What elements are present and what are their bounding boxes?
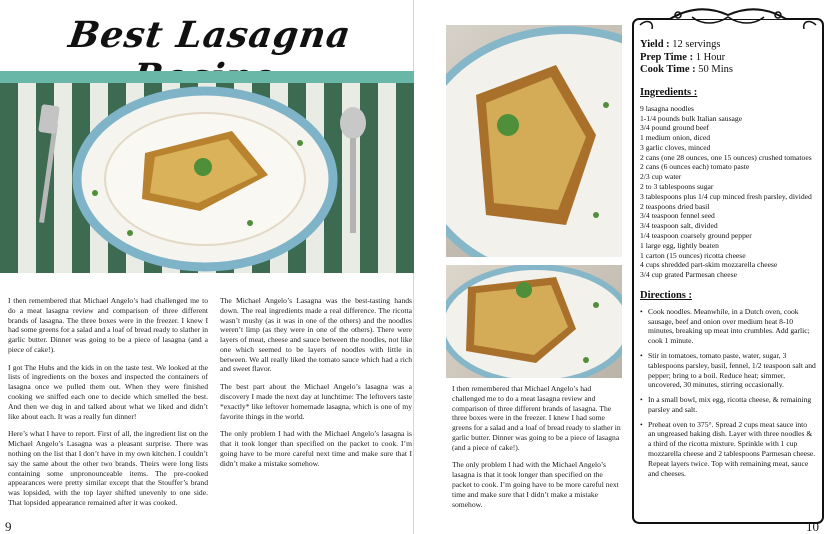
cook-time-value: 50 Mins [698,64,733,76]
ingredient-item: 3/4 cup grated Parmesan cheese [640,270,737,280]
ingredient-item: 3/4 teaspoon fennel seed [640,211,715,221]
article-paragraph: I got The Hubs and the kids in on the taste test. We looked at the lists of ingredients on the boxes and inspected the containers of lasagna once we pulled them out. When they were finished cooking we sniffed each one to decide which smelled the best. And then we dug in and talked about what we liked and didn’t like about each. It was a really fun dinner! [8,362,208,421]
recipe-card [630,5,826,527]
article-column-1 [8,296,208,516]
direction-step: • In a small bowl, mix egg, ricotta cheese, & remaining parsley and salt. [640,395,816,415]
ingredient-item: 2 to 3 tablespoons sugar [640,182,714,192]
article-paragraph: The only problem I had with the Michael Angelo’s lasagna is that it took longer than specified on the packet to cook. I’m going have to be more careful next time and make sure that I didn’t make a mistake somehow. [452,460,619,509]
ingredient-item: 1/4 teaspoon coarsely ground pepper [640,230,752,240]
ingredient-item: 3 tablespoons plus 1/4 cup minced fresh parsley, divided [640,191,812,201]
ingredient-item: 4 cups shredded part-skim mozzarella cheese [640,260,778,270]
page-number-left: 9 [5,519,12,534]
direction-step: • Cook noodles. Meanwhile, in a Dutch oven, cook sausage, beef and onion over medium heat 8-10 minutes, breaking up meat into crumbles. Add garlic; cook 1 minute. [640,307,816,346]
article-paragraph: I then remembered that Michael Angelo’s had challenged me to do a meat lasagna review and comparison of three different brands of lasagna. The three boxes were in the freezer. I knew I had some greens for a salad and a loaf of bread ready to slather in garlic butter. Dinner was going to be a piece of lasagna (and a piece of cake!). [452,384,621,452]
ingredient-item: 1 carton (15 ounces) ricotta cheese [640,250,746,260]
left-page [0,0,414,534]
ingredient-item: 1 large egg, lightly beaten [640,240,719,250]
ingredient-item: 9 lasagna noodles [640,103,694,113]
ingredient-item: 1-1/4 pounds bulk Italian sausage [640,113,743,123]
article-paragraph: I then remembered that Michael Angelo’s had challenged me to do a meat lasagna review and comparison of three different brands of lasagna. The three boxes were in the freezer. I knew I had some greens for a salad and a loaf of bread ready to slather in garlic butter. Dinner was going to be a piece of lasagna (and a piece of cake!). [8,296,208,354]
article-column-2 [220,296,412,477]
prep-time-value: 1 Hour [695,51,726,63]
ingredient-item: 2 cans (6 ounces each) tomato paste [640,162,750,172]
direction-step: • Stir in tomatoes, tomato paste, water, sugar, 3 tablespoons parsley, basil, fennel, 1/2 teaspoon salt and pepper; bring to a boil. Reduce heat; simmer, uncovered, 30 minutes, stirring occasionally. [640,351,816,390]
cook-time-label: Cook Time : [640,64,696,76]
ingredient-item: 1 medium onion, diced [640,133,711,143]
yield-value: 12 servings [672,39,721,50]
title-underline-bar [0,71,414,83]
lasagna-plate-photo [0,83,414,273]
prep-time-line [640,52,816,65]
article-paragraph: The best part about the Michael Angelo’s lasagna was a discovery I made the next day at lunchtime: The leftovers taste *exactly* like leftover homemade lasagna, which is one of my favorite things in the world. [220,382,412,421]
ingredient-item: 2 teaspoons dried basil [640,201,710,211]
directions-list [640,307,816,479]
article-paragraph: The Michael Angelo’s Lasagna was the best-tasting hands down. The real ingredients made a real difference. The ricotta wasn’t mushy (as it was in one of the others) and the noodles weren’t limp (as they were in one of the others). There were layers of meat, cheese and sauce between the noodles, not like one which seemed to be layers of noodles with little in between. We all really liked the tomato sauce which had a rich and sweet flavor. [220,296,412,374]
page-title: Best Lasagna [66,14,354,56]
yield-line [640,39,816,52]
cook-time-line [640,64,816,77]
recipe-content [640,39,816,483]
ingredient-item: 2 cans (one 28 ounces, one 15 ounces) crushed tomatoes [640,152,812,162]
ingredient-item: 3/4 pound ground beef [640,123,709,133]
ingredients-heading: Ingredients : [640,86,698,98]
article-paragraph: The only problem I had with the Michael Angelo’s lasagna is that it took longer than specified on the packet to cook. I’m going have to be more careful next time and make sure that I didn’t make a mistake somehow. [220,429,412,468]
lasagna-closeup-photo-top [446,25,622,257]
ingredients-list [640,104,816,280]
ingredient-item: 3/4 teaspoon salt, divided [640,221,718,231]
page-number-right: 10 [806,519,819,534]
lasagna-closeup-photo-bottom [446,265,622,378]
ingredient-item: 2/3 cup water [640,172,682,182]
direction-step: • Preheat oven to 375°. Spread 2 cups meat sauce into an ungreased baking dish. Layer with three noodles & a third of the ricotta mixture. Sprinkle with 1 cup mozzarella cheese and 2 tablespoons Parmesan cheese. Repeat layers twice. Top with remaining meat, sauce and cheeses. [640,420,816,479]
ingredient-item: 3 garlic cloves, minced [640,142,711,152]
article-column-3 [452,384,622,517]
yield-label: Yield : [640,39,670,50]
directions-heading: Directions : [640,289,693,301]
article-paragraph: Here’s what I have to report. First of all, the ingredient list on the Michael Angelo’s Lasagna was a pleasant surprise. There was nothing on the list that I don’t have in my own kitchen. I couldn’t say the same about the other two brands. Theirs were long lists containing some unpronounceable items. The pre-cooked appearances were pretty similar except that the Stouffer’s brand was lopsided, with the top layer shifted unevenly to one side. That lopsided appearance remained after it was cooked. [8,429,208,507]
prep-time-label: Prep Time : [640,51,694,63]
